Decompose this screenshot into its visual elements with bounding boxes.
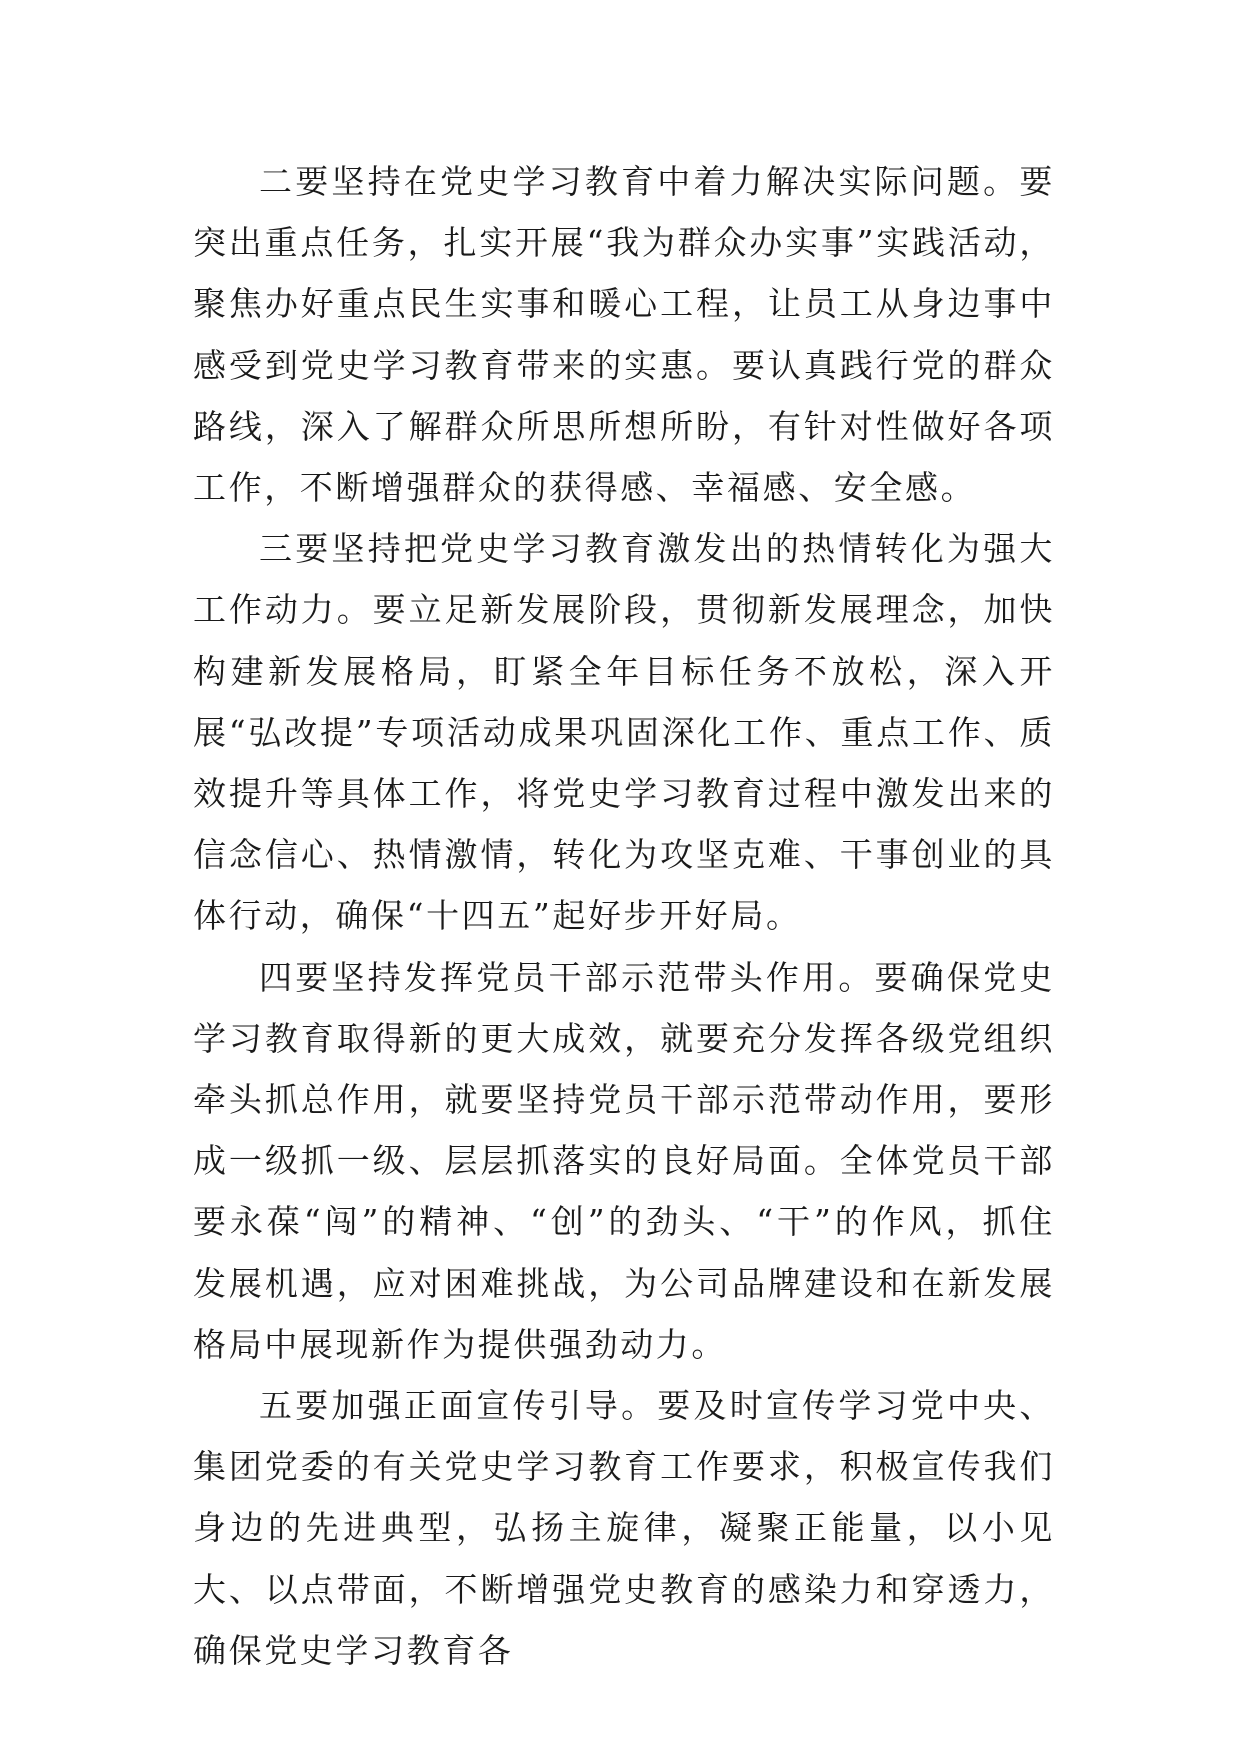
paragraph-2: 二要坚持在党史学习教育中着力解决实际问题。要突出重点任务，扎实开展“我为群众办实事”实践活动，聚焦办好重点民生实事和暖心工程，让员工从身边事中感受到党史学习教育带来的实惠。要认真践行党的群众路线，深入了解群众所思所想所盼，有针对性做好各项工作，不断增强群众的获得感、幸福感、安全感。 — [193, 162, 1055, 508]
paragraph-4: 四要坚持发挥党员干部示范带头作用。要确保党史学习教育取得新的更大成效，就要充分发挥各级党组织牵头抓总作用，就要坚持党员干部示范带动作用，要形成一级抓一级、层层抓落实的良好局面。全体党员干部要永葆“闯”的精神、“创”的劲头、“干”的作风，抓住发展机遇，应对困难挑战，为公司品牌建设和在新发展格局中展现新作为提供强劲动力。 — [193, 957, 1055, 1364]
paragraph-3: 三要坚持把党史学习教育激发出的热情转化为强大工作动力。要立足新发展阶段，贯彻新发展理念，加快构建新发展格局，盯紧全年目标任务不放松，深入开展“弘改提”专项活动成果巩固深化工作、重点工作、质效提升等具体工作，将党史学习教育过程中激发出来的信念信心、热情激情，转化为攻坚克难、干事创业的具体行动，确保“十四五”起好步开好局。 — [193, 529, 1055, 936]
paragraph-5: 五要加强正面宣传引导。要及时宣传学习党中央、集团党委的有关党史学习教育工作要求，积极宣传我们身边的先进典型，弘扬主旋律，凝聚正能量，以小见大、以点带面，不断增强党史教育的感染力和穿透力，确保党史学习教育各 — [193, 1386, 1055, 1670]
document-body — [193, 151, 1055, 1681]
